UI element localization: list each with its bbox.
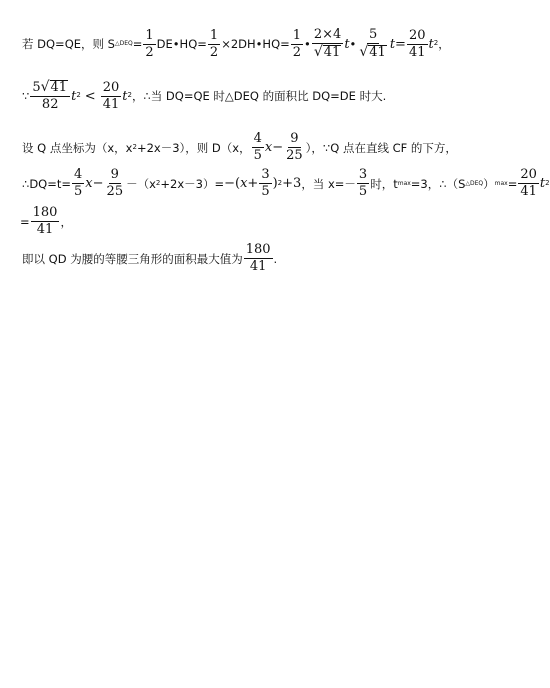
denominator: 25	[106, 184, 124, 199]
solution-line-6	[22, 243, 277, 274]
solution-line-1: 若 DQ=QE，则 S △DEQ = $\frac{1}{2}$ DE•HQ= $\frac{1}{2}$ ×2DH•HQ= $\frac{1}{2}$ • 2×4 √ 41 t • 5 √ 41 t = $\frac{20}{41}$ t $^2$ ，	[22, 27, 450, 60]
text: −(	[224, 176, 241, 191]
square-root	[359, 45, 386, 59]
fraction	[208, 29, 220, 60]
numerator: 3	[358, 167, 368, 182]
fraction	[291, 29, 303, 60]
fraction	[72, 168, 84, 199]
fraction	[284, 132, 305, 163]
denominator: 5	[358, 184, 368, 199]
denominator: 41	[249, 259, 267, 274]
text: .	[273, 251, 278, 266]
text: 设 Q 点坐标为（x，x	[22, 140, 133, 155]
less-than-sign: <	[84, 88, 96, 104]
equals-sign: =	[395, 36, 406, 52]
variable-x: x	[264, 140, 273, 155]
denominator: 41	[520, 184, 537, 199]
denominator: 41	[102, 96, 120, 112]
numerator: 9	[110, 167, 119, 182]
fraction	[143, 29, 155, 60]
numerator: 4	[74, 167, 83, 182]
text: +2x－3）=	[160, 176, 225, 191]
denominator: 2	[292, 44, 302, 60]
fraction	[244, 243, 273, 274]
numerator: 20	[102, 79, 120, 95]
text: ×2DH•HQ=	[221, 37, 290, 51]
fraction	[31, 206, 60, 237]
text: =3，∴（S	[410, 176, 466, 191]
variable-t: t	[539, 176, 546, 191]
text: +2x－3），则 D（x，	[136, 140, 251, 155]
fraction	[252, 132, 264, 163]
minus-sign: −	[272, 140, 284, 155]
variable-t: t	[389, 36, 396, 52]
numerator: 4	[253, 131, 262, 146]
numerator: 5	[368, 27, 378, 42]
text: DE•HQ=	[156, 37, 207, 51]
fraction	[357, 28, 388, 60]
numerator: 20	[408, 27, 426, 43]
radical-sign-icon: √	[313, 44, 323, 60]
text: ，	[60, 214, 72, 229]
text: 若 DQ=QE，则 S	[22, 37, 115, 51]
text: +3	[282, 176, 302, 191]
solution-line-5	[20, 206, 72, 237]
numerator: 180	[32, 205, 58, 220]
dot-operator: •	[349, 37, 357, 51]
fraction	[101, 81, 122, 112]
numerator: 2×4	[313, 27, 342, 42]
denominator: 5	[74, 184, 83, 199]
variable-t: t	[344, 36, 350, 52]
fraction	[259, 168, 271, 199]
denominator: 41	[36, 222, 54, 237]
variable-x: x	[240, 176, 248, 191]
text: )	[272, 176, 278, 191]
text: =	[132, 37, 143, 51]
solution-line-2: ∵ 5 √ 41 82 t $^2$ < $\frac{20}{41}$ t $^2$ ，∴当 DQ=QE 时△DEQ 的面积比 DQ=DE 时大.	[22, 79, 387, 112]
numerator: 1	[209, 27, 219, 43]
numerator: 3	[261, 167, 270, 182]
denominator	[312, 44, 343, 60]
denominator	[357, 44, 388, 60]
dot-operator: •	[304, 37, 311, 51]
radical-sign-icon: √	[359, 44, 369, 60]
text: ）	[483, 176, 495, 191]
text: =	[20, 214, 30, 229]
denominator: 82	[41, 97, 59, 112]
fraction	[357, 168, 369, 199]
radicand: 41	[50, 80, 68, 95]
text: 时，t	[370, 176, 398, 191]
text: =	[507, 176, 518, 191]
solution-line-4: ∴DQ=t= $\frac{4}{5}$ x − $\frac{9}{25}$ －（x $^2$ +2x－3）= −( x + $\frac{3}{5}$ ) $^2$ +3 ，当 x=－ $\frac{3}{5}$ 时，t max =3，∴（S △DEQ ） max = $\frac{20}{41}$ t $^2$	[22, 167, 550, 199]
solution-line-3: 设 Q 点坐标为（x，x $^2$ +2x－3），则 D（x， $\frac{4}{5}$ x − $\frac{9}{25}$ ），∵Q 点在直线 CF 的下方，	[22, 131, 457, 163]
denominator: 41	[408, 44, 426, 60]
text: ，∴当 DQ=QE 时△DEQ 的面积比 DQ=DE 时大.	[131, 89, 387, 103]
fraction	[407, 29, 428, 60]
radical-sign-icon: √	[40, 79, 50, 95]
plus-sign: +	[247, 176, 259, 191]
numerator: 1	[292, 27, 302, 43]
square-root	[314, 45, 341, 59]
numerator: 9	[290, 131, 299, 146]
denominator: 2	[145, 44, 154, 60]
denominator: 2	[209, 44, 219, 60]
radicand: 41	[369, 45, 386, 60]
text: ，当 x=－	[301, 176, 356, 191]
text: ∴DQ=t=	[22, 176, 72, 191]
denominator: 5	[253, 148, 262, 163]
fraction	[312, 28, 343, 60]
text: 即以 QD 为腰的等腰三角形的面积最大值为	[22, 251, 243, 266]
because-symbol: ∵	[22, 89, 30, 103]
variable-x: x	[85, 176, 93, 191]
numerator: 180	[245, 242, 271, 257]
text: －（x	[126, 176, 156, 191]
numerator: 1	[145, 27, 154, 43]
denominator: 25	[286, 148, 303, 163]
text: ，	[438, 37, 450, 51]
numerator: 20	[520, 167, 537, 182]
numerator	[30, 80, 70, 97]
variable-t: t	[428, 36, 434, 52]
square-root	[41, 80, 68, 94]
fraction	[105, 168, 126, 199]
variable-t: t	[122, 88, 128, 104]
variable-t: t	[71, 88, 77, 104]
radicand: 41	[323, 45, 341, 60]
minus-sign: −	[92, 176, 104, 191]
fraction	[518, 168, 539, 199]
fraction	[30, 80, 70, 112]
denominator: 5	[261, 184, 270, 199]
coefficient: 5	[32, 80, 41, 95]
text: ），∵Q 点在直线 CF 的下方，	[305, 140, 457, 155]
